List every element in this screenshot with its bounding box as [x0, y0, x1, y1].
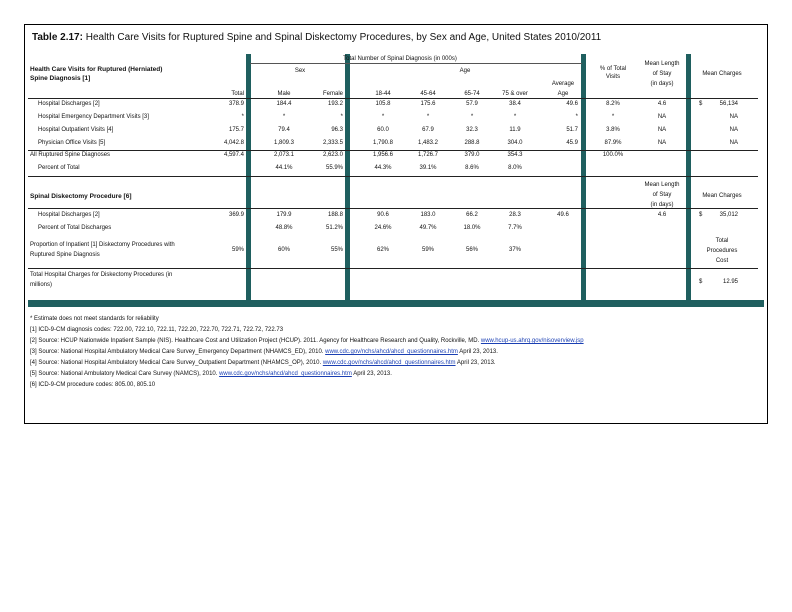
footnote-2-text: [2] Source: HCUP Nationwide Inpatient Sample (NIS). Healthcare Cost and Utilization Project (HCUP). 2011. Agency for Healthcare Research and Quality, Rockville, MD. [30, 338, 480, 344]
cell-a4: 38.4 [509, 101, 521, 107]
charges-label-2: millions) [30, 282, 53, 288]
section1-title-line1: Health Care Visits for Ruptured (Herniated) [30, 66, 163, 73]
all-row-female: 2,623.0 [322, 152, 343, 158]
cell-female: 96.3 [331, 127, 343, 133]
cell-pct: 8.2% [606, 101, 620, 107]
age-header: Age [459, 68, 471, 74]
footnote-1: [1] ICD-9-CM diagnosis codes: 722.00, 722.10, 722.11, 722.20, 722.70, 722.71, 722.72, 722.73 [30, 327, 284, 333]
all-row-pct: 100.0% [602, 152, 624, 158]
pct-row-a2: 39.1% [419, 165, 437, 171]
cell-pct: * [611, 114, 615, 120]
col-age-75-over: 75 & over [502, 91, 528, 97]
s2-prop-total: 59% [231, 247, 244, 253]
s2-prop-label-2: Ruptured Spine Diagnosis [30, 252, 100, 258]
cell-los: 4.6 [657, 101, 667, 107]
s2-pct-label: Percent of Total Discharges [38, 225, 112, 231]
footnote-5-link[interactable]: www.cdc.gov/nchs/ahcd/ahcd_questionnaires.htm [219, 371, 352, 377]
cell-a1: * [381, 114, 385, 120]
cell-label: Physician Office Visits [5] [38, 140, 106, 146]
col-total: Total [231, 91, 244, 97]
footnote-4-text: [4] Source: National Hospital Ambulatory Medical Care Survey_Outpatient Department (NHAMCS_OP), 2010. [30, 360, 322, 366]
mean-length-header-3: (in days) [650, 81, 674, 87]
cell-charges: NA [729, 127, 738, 133]
s2-discharges-total: 369.9 [228, 212, 244, 218]
cell-a4: 11.9 [509, 127, 521, 133]
s2-discharges-currency: $ [699, 212, 703, 218]
s2-discharges-los: 4.6 [657, 212, 667, 218]
mean-length-header-1: Mean Length [644, 61, 680, 67]
s2-pct-a1: 24.6% [374, 225, 392, 231]
pct-total-header-2: Visits [605, 74, 621, 80]
s2-pct-male: 48.8% [275, 225, 293, 231]
s2-prop-a4: 37% [508, 247, 521, 253]
footnote-3-date: April 23, 2013. [459, 349, 498, 355]
s2-pct-a4: 7.7% [508, 225, 522, 231]
cell-female: * [340, 114, 343, 120]
s2-pct-female: 51.2% [325, 225, 343, 231]
divider-after-stay [686, 54, 691, 300]
mean-length-header-2: of Stay [652, 71, 672, 77]
section-separator [28, 176, 758, 177]
cell-a2: * [426, 114, 430, 120]
charges-value: 12.95 [722, 279, 738, 285]
s2-prop-a3: 56% [465, 247, 478, 253]
total-caption: Total Number of Spinal Diagnosis (in 000s) [343, 56, 457, 62]
s2-prop-a2: 59% [421, 247, 434, 253]
all-row-total: 4,597.4 [223, 152, 244, 158]
cell-a2: 1,483.2 [417, 140, 439, 146]
s2-mean-length-2: of Stay [652, 192, 672, 198]
charges-rule [28, 268, 758, 269]
s2-discharges-a2: 183.0 [420, 212, 436, 218]
s2-pct-a2: 49.7% [419, 225, 437, 231]
cell-label: Hospital Emergency Department Visits [3] [38, 114, 149, 120]
all-row-a4: 354.3 [507, 152, 523, 158]
footnote-3 [30, 349, 498, 356]
footnote-2 [30, 338, 584, 345]
bottom-band [28, 300, 764, 307]
cell-male: * [282, 114, 286, 120]
col-age-45-64: 45-64 [420, 91, 436, 97]
cell-male: 1,809.3 [273, 140, 295, 146]
s2-mean-length-3: (in days) [650, 202, 674, 208]
cell-a3: 288.8 [464, 140, 480, 146]
cell-avg: * [575, 114, 578, 120]
average-age-header-1: Average [551, 81, 575, 87]
total-procedures-cost-1: Total [715, 238, 729, 244]
footnote-5-text: [5] Source: National Ambulatory Medical Care Survey (NAMCS), 2010. [30, 371, 218, 377]
s2-discharges-a1: 90.6 [377, 212, 389, 218]
s2-discharges-a4: 28.3 [509, 212, 521, 218]
cell-female: 193.2 [327, 101, 343, 107]
cell-los: NA [657, 127, 667, 133]
section1-sum-rule [28, 150, 758, 151]
cell-female: 2,333.5 [322, 140, 343, 146]
footnote-6: [6] ICD-9-CM procedure codes: 805.00, 805.10 [30, 382, 156, 388]
cell-cur: $ [699, 101, 703, 107]
footnote-4-date: April 23, 2013. [456, 360, 496, 366]
table-title: Table 2.17: Health Care Visits for Ruptured Spine and Spinal Diskectomy Procedures, by Sex and Age, United States 2010/2011 [32, 32, 602, 43]
divider-after-total [246, 54, 251, 300]
s2-discharges-male: 179.9 [276, 212, 292, 218]
footnote-3-link[interactable]: www.cdc.gov/nchs/ahcd/ahcd_questionnaires.htm [325, 349, 458, 355]
cell-total: * [241, 114, 244, 120]
cell-avg: 51.7 [566, 127, 578, 133]
section2-title: Spinal Diskectomy Procedure [6] [30, 193, 132, 200]
cell-los: NA [657, 140, 667, 146]
cell-total: 4,042.8 [223, 140, 244, 146]
cell-total: 378.9 [228, 101, 244, 107]
s2-discharges-female: 188.8 [327, 212, 343, 218]
footnote-3-text: [3] Source: National Hospital Ambulatory Medical Care Survey_Emergency Department (NHAMCS_ED), 2010. [30, 349, 324, 355]
section2-header-rule [28, 208, 758, 209]
mean-charges-header: Mean Charges [702, 71, 742, 77]
cell-a4: 304.0 [507, 140, 523, 146]
cell-pct: 3.8% [606, 127, 620, 133]
footnote-reliability: * Estimate does not meet standards for reliability [30, 316, 159, 322]
all-row-male: 2,073.1 [273, 152, 295, 158]
pct-row-a3: 8.6% [465, 165, 479, 171]
s2-discharges-avg: 49.6 [557, 212, 569, 218]
footnote-4 [30, 360, 496, 367]
s2-prop-female: 55% [330, 247, 343, 253]
col-age-18-44: 18-44 [375, 91, 391, 97]
cell-avg: 49.6 [566, 101, 578, 107]
all-row-a2: 1,726.7 [417, 152, 439, 158]
col-age-65-74: 65-74 [464, 91, 480, 97]
s2-discharges-charges: 35,012 [719, 212, 738, 218]
cell-a1: 1,790.8 [372, 140, 394, 146]
col-female: Female [322, 91, 343, 97]
cell-a3: 57.9 [466, 101, 478, 107]
column-header-rule [28, 98, 758, 99]
cell-male: 79.4 [278, 127, 290, 133]
total-procedures-cost-2: Procedures [706, 248, 738, 254]
s2-discharges-a3: 66.2 [466, 212, 478, 218]
charges-currency: $ [699, 279, 703, 285]
cell-los: NA [657, 114, 667, 120]
section1-title-line2: Spine Diagnosis [1] [30, 75, 91, 82]
all-row-label: All Ruptured Spine Diagnoses [30, 152, 111, 158]
average-age-header-2: Age [557, 91, 569, 97]
divider-after-age [581, 54, 586, 300]
cell-a4: * [513, 114, 517, 120]
all-row-a3: 379.0 [464, 152, 480, 158]
s2-mean-charges: Mean Charges [702, 193, 742, 199]
divider-after-sex [345, 54, 350, 300]
all-row-a1: 1,956.6 [372, 152, 394, 158]
cell-label: Hospital Outpatient Visits [4] [38, 127, 114, 133]
pct-row-a4: 8.0% [508, 165, 522, 171]
header-rule [250, 63, 582, 64]
pct-row-label: Percent of Total [38, 165, 80, 171]
charges-label-1: Total Hospital Charges for Diskectomy Procedures (in [30, 272, 173, 278]
pct-row-female: 55.9% [325, 165, 343, 171]
cell-charges: NA [729, 140, 738, 146]
cell-a3: 32.3 [466, 127, 478, 133]
cell-a1: 105.8 [375, 101, 391, 107]
s2-prop-label-1: Proportion of Inpatient [1] Diskectomy Procedures with [30, 242, 175, 248]
cell-label: Hospital Discharges [2] [38, 101, 100, 107]
s2-mean-length-1: Mean Length [644, 182, 680, 188]
cell-charges: NA [729, 114, 738, 120]
cell-avg: 45.9 [566, 140, 578, 146]
footnote-5 [30, 371, 392, 378]
s2-prop-male: 60% [277, 247, 290, 253]
pct-row-male: 44.1% [275, 165, 293, 171]
pct-total-header-1: % of Total [599, 66, 627, 72]
cell-a2: 175.6 [420, 101, 436, 107]
pct-row-a1: 44.3% [374, 165, 392, 171]
sex-header: Sex [294, 68, 306, 74]
cell-a2: 67.9 [422, 127, 434, 133]
total-procedures-cost-3: Cost [715, 258, 729, 264]
col-male: Male [277, 91, 291, 97]
footnote-2-link[interactable]: www.hcup-us.ahrq.gov/nisoverview.jsp [480, 338, 584, 344]
footnote-5-date: April 23, 2013. [353, 371, 392, 377]
cell-a3: * [470, 114, 474, 120]
cell-male: 184.4 [276, 101, 292, 107]
s2-prop-a1: 62% [376, 247, 389, 253]
footnote-4-link[interactable]: www.cdc.gov/nchs/ahcd/ahcd_questionnaires.htm [322, 360, 456, 366]
cell-total: 175.7 [228, 127, 244, 133]
s2-pct-a3: 18.0% [463, 225, 481, 231]
cell-pct: 87.9% [604, 140, 622, 146]
s2-discharges-label: Hospital Discharges [2] [38, 212, 100, 218]
cell-charges: 56,134 [719, 101, 738, 107]
cell-a1: 60.0 [377, 127, 389, 133]
